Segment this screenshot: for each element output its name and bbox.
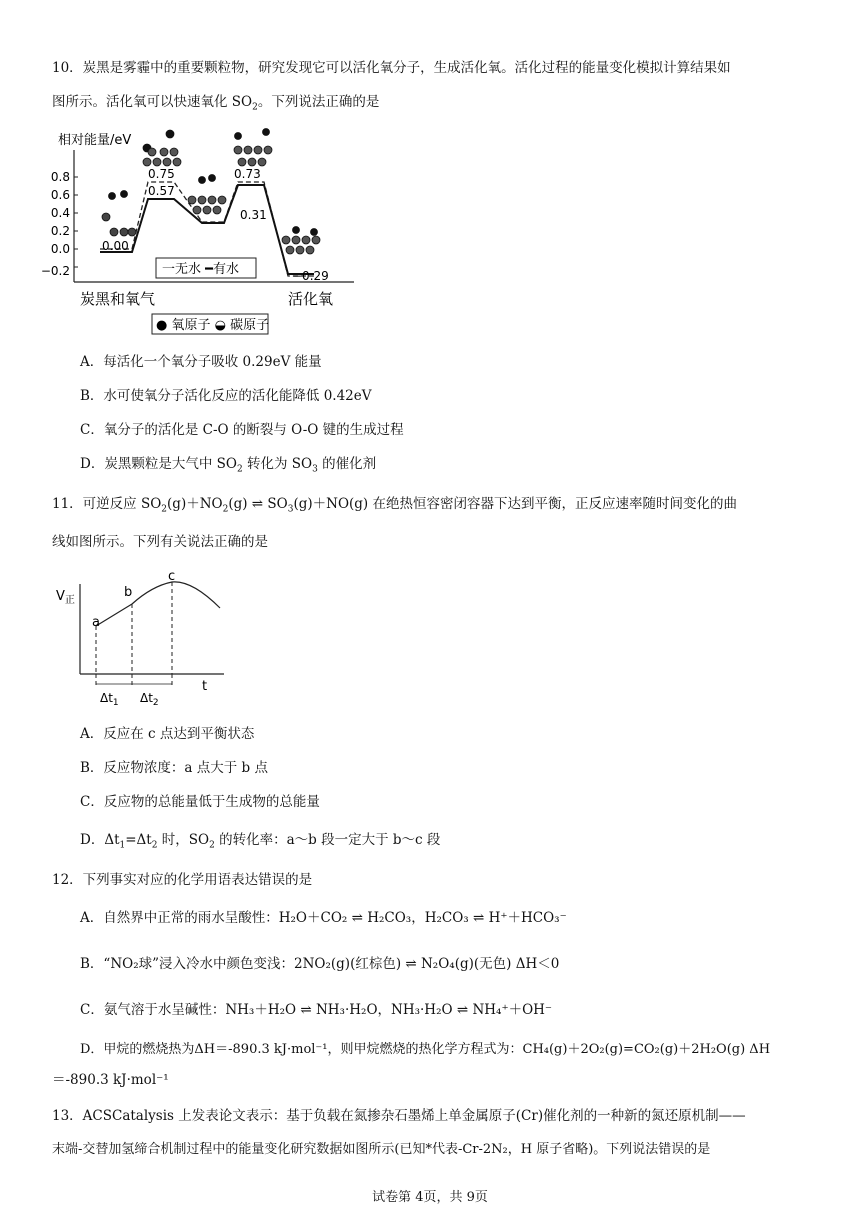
- q12-option-a: A．自然界中正常的雨水呈酸性：H₂O＋CO₂ ⇌ H₂CO₃，H₂CO₃ ⇌ H⁺＋HCO₃⁻: [80, 910, 567, 926]
- q11-xlabel: t: [202, 679, 208, 694]
- ytick: 0.2: [50, 224, 70, 238]
- level-label: 0.57: [148, 184, 175, 198]
- ytick: 0.4: [50, 206, 70, 220]
- dt2-label: $\Delta t_2$: [140, 691, 159, 708]
- q11-rate-diagram: [52, 564, 232, 710]
- q10-legend: 一无水 ━有水: [162, 262, 239, 277]
- q10-end-label: 活化氧: [288, 290, 334, 308]
- molecule-cluster-icon: [188, 175, 226, 215]
- ytick: −0.2: [40, 264, 70, 278]
- q11-ylabel: $V_正$: [56, 589, 75, 606]
- molecule-cluster-icon: [234, 129, 272, 167]
- q10-option-d: D．炭黑颗粒是大气中 $SO_2$ 转化为 $SO_3$ 的催化剂: [80, 456, 377, 475]
- q13-line1: 13．ACSCatalysis 上发表论文表示：基于负载在氮掺杂石墨烯上单金属原子(Cr)催化剂的一种新的氮还原机制——: [52, 1108, 746, 1124]
- q11-option-d: D．$\Delta t_1=\Delta t_2$ 时，$SO_2$ 的转化率：a～b 段一定大于 b～c 段: [80, 832, 441, 851]
- molecule-cluster-icon: [102, 191, 136, 237]
- q10-option-a: A．每活化一个氧分子吸收 0.29eV 能量: [80, 354, 322, 370]
- q12-option-c: C．氨气溶于水呈碱性：NH₃＋H₂O ⇌ NH₃·H₂O，NH₃·H₂O ⇌ NH₄⁺＋OH⁻: [80, 1002, 553, 1018]
- q13-line2: 末端-交替加氢缔合机制过程中的能量变化研究数据如图所示(已知*代表-Cr-2N₂，H 原子省略)。下列说法错误的是: [52, 1142, 711, 1157]
- point-label: a: [92, 615, 100, 630]
- q11-option-a: A．反应在 c 点达到平衡状态: [80, 726, 255, 742]
- q11-option-c: C．反应物的总能量低于生成物的总能量: [80, 794, 320, 810]
- point-label: c: [168, 569, 176, 584]
- molecule-cluster-icon: [143, 130, 181, 166]
- ytick: 0.8: [50, 170, 70, 184]
- q11-stem-line2: 线如图所示。下列有关说法正确的是: [52, 534, 268, 550]
- q10-start-label: 炭黑和氧气: [80, 290, 156, 308]
- rate-curve: [96, 582, 220, 626]
- level-label: 0.31: [240, 208, 267, 222]
- q10-energy-diagram: [40, 122, 372, 338]
- q10-option-c: C．氧分子的活化是 C-O 的断裂与 O-O 键的生成过程: [80, 422, 404, 438]
- q10-ylabel: 相对能量/eV: [58, 133, 132, 148]
- level-label: 0.73: [234, 167, 261, 181]
- q11-stem-line1: 11．可逆反应 $SO_2(g)+NO_2(g)$ ⇌ $SO_3(g)+NO(g)$ 在绝热恒容密闭容器下达到平衡，正反应速率随时间变化的曲: [52, 496, 737, 515]
- level-label: −0.29: [292, 269, 329, 283]
- q12-option-b: B．“NO₂球”浸入冷水中颜色变浅：2NO₂(g)(红棕色) ⇌ N₂O₄(g)(无色) ΔH＜0: [80, 956, 560, 972]
- dt1-label: $\Delta t_1$: [100, 691, 119, 708]
- q10-stem-line1: 10．炭黑是雾霾中的重要颗粒物，研究发现它可以活化氧分子，生成活化氧。活化过程的能量变化模拟计算结果如: [52, 60, 731, 76]
- level-label: 0.75: [148, 167, 175, 181]
- q12-option-d-line2: ＝-890.3 kJ·mol⁻¹: [52, 1072, 169, 1088]
- q10-atom-legend: ● 氧原子 ◒ 碳原子: [156, 318, 270, 333]
- q12-option-d-line1: D．甲烷的燃烧热为ΔH＝-890.3 kJ·mol⁻¹，则甲烷燃烧的热化学方程式为：CH₄(g)＋2O₂(g)=CO₂(g)＋2H₂O(g) ΔH: [80, 1042, 771, 1057]
- ytick: 0.6: [50, 188, 70, 202]
- q10-option-b: B．水可使氧分子活化反应的活化能降低 0.42eV: [80, 388, 372, 404]
- point-label: b: [124, 585, 133, 600]
- molecule-cluster-icon: [282, 227, 320, 255]
- page-footer: 试卷第 4页，共 9页: [372, 1190, 488, 1205]
- level-label: 0.00: [102, 239, 129, 253]
- q12-stem: 12．下列事实对应的化学用语表达错误的是: [52, 872, 313, 888]
- ytick: 0.0: [50, 242, 70, 256]
- q11-option-b: B．反应物浓度：a 点大于 b 点: [80, 760, 268, 776]
- q10-stem-line2: 图所示。活化氧可以快速氧化 $SO_2$。下列说法正确的是: [52, 94, 380, 113]
